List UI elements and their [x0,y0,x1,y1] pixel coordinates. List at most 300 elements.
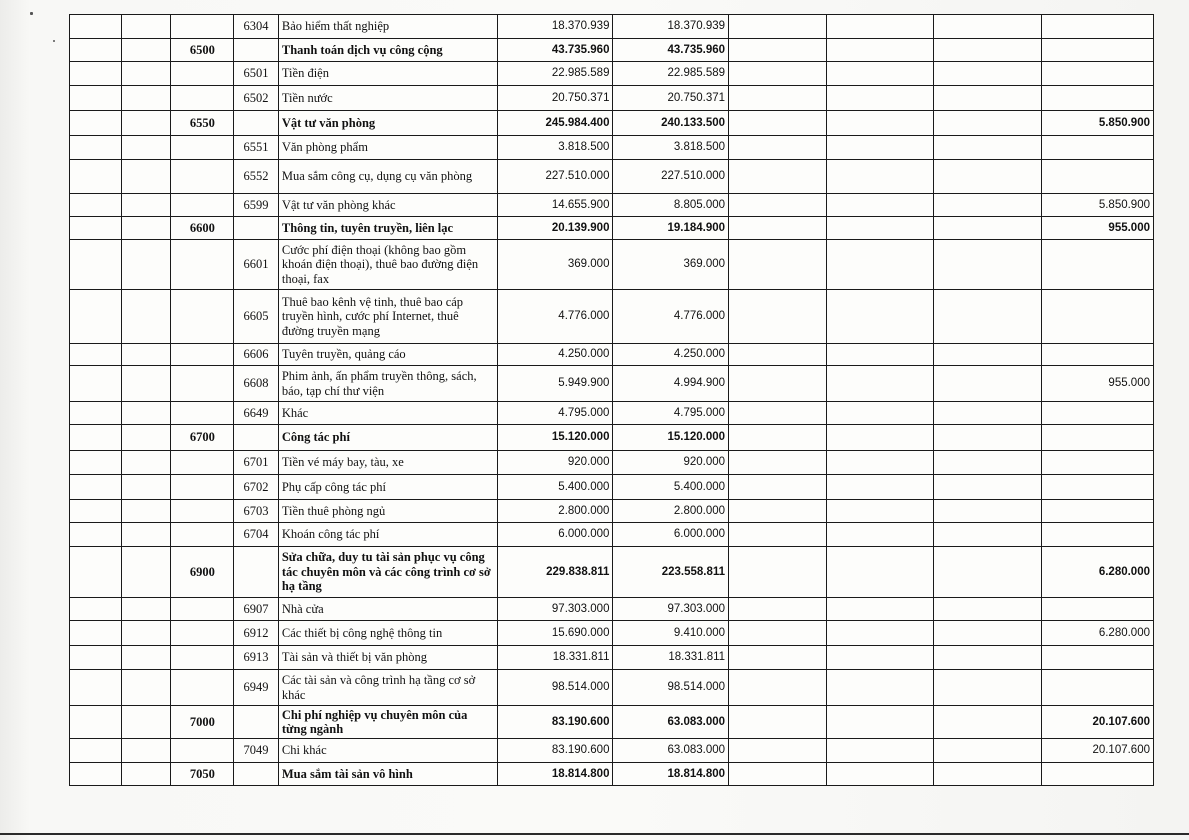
group-code-cell [171,160,234,194]
empty-cell [933,402,1042,425]
empty-cell [729,136,827,160]
group-code-cell: 7000 [171,706,234,739]
item-code-cell: 6606 [234,344,279,366]
description-cell: Bảo hiểm thất nghiệp [278,15,497,39]
description-cell: Chi khác [278,739,497,763]
item-code-cell: 6702 [234,475,279,500]
empty-cell [933,86,1042,111]
empty-cell [121,621,171,646]
empty-cell [729,366,827,402]
empty-cell [121,500,171,523]
empty-cell [70,39,122,62]
group-code-cell [171,344,234,366]
empty-cell [70,15,122,39]
item-code-cell: 6704 [234,523,279,547]
empty-cell [70,547,122,598]
amount-cell: 98.514.000 [613,670,729,706]
item-code-cell: 6907 [234,598,279,621]
empty-cell [827,451,933,475]
empty-cell [827,763,933,786]
description-cell: Thanh toán dịch vụ công cộng [278,39,497,62]
item-code-cell [234,425,279,451]
amount-cell: 22.985.589 [613,62,729,86]
empty-cell [121,451,171,475]
table-row [70,598,1154,621]
empty-cell [933,62,1042,86]
empty-cell [729,425,827,451]
amount-total-cell: 83.190.600 [497,706,613,739]
empty-cell [121,763,171,786]
empty-cell [70,670,122,706]
amount-other-cell [1042,670,1154,706]
group-code-cell [171,194,234,217]
group-code-cell: 6900 [171,547,234,598]
empty-cell [729,62,827,86]
empty-cell [729,160,827,194]
amount-total-cell: 4.795.000 [497,402,613,425]
empty-cell [121,39,171,62]
group-code-cell [171,15,234,39]
empty-cell [729,217,827,240]
description-cell: Tiền nước [278,86,497,111]
amount-other-cell: 955.000 [1042,366,1154,402]
empty-cell [933,451,1042,475]
table-row [70,194,1154,217]
amount-cell: 4.250.000 [613,344,729,366]
empty-cell [70,706,122,739]
empty-cell [827,621,933,646]
description-cell: Sửa chữa, duy tu tài sản phục vụ công tác chuyên môn và các công trình cơ sở hạ tầng [278,547,497,598]
amount-other-cell [1042,39,1154,62]
table-row [70,160,1154,194]
empty-cell [70,598,122,621]
empty-cell [729,15,827,39]
description-cell: Tài sản và thiết bị văn phòng [278,646,497,670]
empty-cell [933,217,1042,240]
amount-total-cell: 920.000 [497,451,613,475]
empty-cell [121,160,171,194]
empty-cell [121,240,171,290]
empty-cell [933,621,1042,646]
empty-cell [729,598,827,621]
table-row [70,475,1154,500]
description-cell: Các tài sản và công trình hạ tầng cơ sở khác [278,670,497,706]
amount-other-cell [1042,15,1154,39]
empty-cell [729,39,827,62]
description-cell: Khoán công tác phí [278,523,497,547]
empty-cell [729,523,827,547]
description-cell: Chi phí nghiệp vụ chuyên môn của từng ngành [278,706,497,739]
amount-total-cell: 20.139.900 [497,217,613,240]
item-code-cell: 6601 [234,240,279,290]
empty-cell [827,547,933,598]
empty-cell [933,500,1042,523]
amount-cell: 63.083.000 [613,739,729,763]
empty-cell [121,475,171,500]
amount-cell: 18.814.800 [613,763,729,786]
empty-cell [933,763,1042,786]
empty-cell [933,136,1042,160]
empty-cell [933,547,1042,598]
group-code-cell [171,598,234,621]
empty-cell [827,240,933,290]
amount-total-cell: 5.400.000 [497,475,613,500]
amount-total-cell: 18.814.800 [497,763,613,786]
amount-total-cell: 43.735.960 [497,39,613,62]
empty-cell [70,739,122,763]
description-cell: Tiền thuê phòng ngủ [278,500,497,523]
amount-other-cell: 5.850.900 [1042,194,1154,217]
empty-cell [70,451,122,475]
table-row [70,523,1154,547]
item-code-cell: 7049 [234,739,279,763]
amount-other-cell [1042,500,1154,523]
empty-cell [70,344,122,366]
table-group-row [70,763,1154,786]
item-code-cell: 6913 [234,646,279,670]
empty-cell [121,217,171,240]
item-code-cell: 6912 [234,621,279,646]
table-group-row [70,425,1154,451]
description-cell: Văn phòng phẩm [278,136,497,160]
empty-cell [121,136,171,160]
empty-cell [70,621,122,646]
item-code-cell: 6599 [234,194,279,217]
group-code-cell [171,500,234,523]
empty-cell [70,217,122,240]
amount-total-cell: 22.985.589 [497,62,613,86]
item-code-cell: 6552 [234,160,279,194]
amount-total-cell: 3.818.500 [497,136,613,160]
table-row [70,344,1154,366]
empty-cell [121,62,171,86]
table-row [70,500,1154,523]
group-code-cell [171,475,234,500]
table-row [70,136,1154,160]
amount-other-cell: 5.850.900 [1042,111,1154,136]
empty-cell [121,706,171,739]
item-code-cell [234,706,279,739]
empty-cell [121,547,171,598]
empty-cell [70,111,122,136]
empty-cell [827,739,933,763]
empty-cell [121,425,171,451]
empty-cell [827,646,933,670]
empty-cell [729,670,827,706]
empty-cell [121,739,171,763]
table-row [70,646,1154,670]
empty-cell [121,344,171,366]
table-row [70,451,1154,475]
table-row [70,15,1154,39]
item-code-cell: 6304 [234,15,279,39]
amount-other-cell: 955.000 [1042,217,1154,240]
amount-other-cell: 20.107.600 [1042,706,1154,739]
empty-cell [729,706,827,739]
amount-total-cell: 245.984.400 [497,111,613,136]
empty-cell [827,217,933,240]
empty-cell [729,500,827,523]
amount-cell: 18.370.939 [613,15,729,39]
empty-cell [827,475,933,500]
amount-cell: 4.994.900 [613,366,729,402]
empty-cell [827,670,933,706]
empty-cell [729,621,827,646]
amount-other-cell [1042,290,1154,344]
empty-cell [70,475,122,500]
empty-cell [933,523,1042,547]
empty-cell [933,475,1042,500]
amount-other-cell [1042,240,1154,290]
scan-speck [30,12,33,15]
amount-cell: 240.133.500 [613,111,729,136]
amount-total-cell: 20.750.371 [497,86,613,111]
table-group-row [70,39,1154,62]
amount-cell: 4.776.000 [613,290,729,344]
item-code-cell [234,111,279,136]
group-code-cell [171,62,234,86]
amount-total-cell: 6.000.000 [497,523,613,547]
item-code-cell [234,217,279,240]
empty-cell [121,366,171,402]
empty-cell [933,15,1042,39]
description-cell: Vật tư văn phòng khác [278,194,497,217]
empty-cell [827,500,933,523]
empty-cell [933,160,1042,194]
empty-cell [729,646,827,670]
amount-total-cell: 83.190.600 [497,739,613,763]
amount-total-cell: 18.331.811 [497,646,613,670]
group-code-cell [171,86,234,111]
group-code-cell: 6550 [171,111,234,136]
empty-cell [70,240,122,290]
table-row [70,670,1154,706]
item-code-cell [234,547,279,598]
amount-other-cell [1042,598,1154,621]
empty-cell [70,402,122,425]
amount-total-cell: 97.303.000 [497,598,613,621]
empty-cell [729,547,827,598]
amount-cell: 15.120.000 [613,425,729,451]
empty-cell [70,194,122,217]
empty-cell [70,86,122,111]
item-code-cell: 6649 [234,402,279,425]
empty-cell [827,15,933,39]
empty-cell [827,344,933,366]
item-code-cell: 6608 [234,366,279,402]
group-code-cell [171,451,234,475]
group-code-cell: 6600 [171,217,234,240]
description-cell: Tiền vé máy bay, tàu, xe [278,451,497,475]
empty-cell [729,111,827,136]
empty-cell [827,598,933,621]
empty-cell [933,290,1042,344]
amount-other-cell [1042,136,1154,160]
table-row [70,62,1154,86]
empty-cell [121,15,171,39]
empty-cell [121,194,171,217]
group-code-cell: 6500 [171,39,234,62]
amount-total-cell: 4.776.000 [497,290,613,344]
empty-cell [933,344,1042,366]
amount-cell: 20.750.371 [613,86,729,111]
amount-cell: 19.184.900 [613,217,729,240]
empty-cell [729,290,827,344]
amount-cell: 6.000.000 [613,523,729,547]
item-code-cell: 6701 [234,451,279,475]
empty-cell [827,706,933,739]
page-bottom-edge [0,833,1189,835]
empty-cell [827,366,933,402]
amount-total-cell: 14.655.900 [497,194,613,217]
empty-cell [933,670,1042,706]
table-row [70,621,1154,646]
description-cell: Mua sắm tài sản vô hình [278,763,497,786]
amount-total-cell: 229.838.811 [497,547,613,598]
empty-cell [70,136,122,160]
description-cell: Nhà cửa [278,598,497,621]
empty-cell [729,475,827,500]
amount-other-cell [1042,425,1154,451]
empty-cell [70,425,122,451]
group-code-cell [171,621,234,646]
group-code-cell [171,402,234,425]
empty-cell [933,366,1042,402]
amount-other-cell [1042,402,1154,425]
amount-other-cell [1042,475,1154,500]
amount-total-cell: 15.120.000 [497,425,613,451]
empty-cell [121,598,171,621]
empty-cell [827,136,933,160]
item-code-cell [234,39,279,62]
amount-cell: 9.410.000 [613,621,729,646]
empty-cell [827,194,933,217]
amount-total-cell: 2.800.000 [497,500,613,523]
amount-cell: 227.510.000 [613,160,729,194]
description-cell: Các thiết bị công nghệ thông tin [278,621,497,646]
amount-total-cell: 227.510.000 [497,160,613,194]
empty-cell [70,290,122,344]
empty-cell [729,194,827,217]
empty-cell [121,290,171,344]
amount-cell: 2.800.000 [613,500,729,523]
budget-table-body [70,15,1154,786]
empty-cell [933,598,1042,621]
group-code-cell [171,523,234,547]
empty-cell [827,523,933,547]
description-cell: Tuyên truyền, quảng cáo [278,344,497,366]
amount-cell: 3.818.500 [613,136,729,160]
description-cell: Phim ảnh, ấn phẩm truyền thông, sách, báo, tạp chí thư viện [278,366,497,402]
empty-cell [70,763,122,786]
amount-total-cell: 18.370.939 [497,15,613,39]
group-code-cell [171,739,234,763]
amount-total-cell: 369.000 [497,240,613,290]
amount-other-cell [1042,62,1154,86]
table-row [70,240,1154,290]
empty-cell [827,86,933,111]
empty-cell [827,62,933,86]
empty-cell [933,194,1042,217]
empty-cell [827,290,933,344]
group-code-cell: 7050 [171,763,234,786]
description-cell: Cước phí điện thoại (không bao gồm khoán điện thoại), thuê bao đường điện thoại, fax [278,240,497,290]
description-cell: Mua sắm công cụ, dụng cụ văn phòng [278,160,497,194]
amount-other-cell [1042,86,1154,111]
empty-cell [70,160,122,194]
description-cell: Phụ cấp công tác phí [278,475,497,500]
empty-cell [121,670,171,706]
amount-total-cell: 4.250.000 [497,344,613,366]
table-group-row [70,547,1154,598]
amount-other-cell [1042,160,1154,194]
item-code-cell: 6703 [234,500,279,523]
item-code-cell: 6501 [234,62,279,86]
item-code-cell [234,763,279,786]
amount-other-cell [1042,646,1154,670]
description-cell: Tiền điện [278,62,497,86]
table-group-row [70,111,1154,136]
amount-cell: 63.083.000 [613,706,729,739]
item-code-cell: 6949 [234,670,279,706]
empty-cell [933,39,1042,62]
empty-cell [933,240,1042,290]
empty-cell [70,62,122,86]
amount-other-cell: 6.280.000 [1042,621,1154,646]
empty-cell [827,160,933,194]
amount-cell: 5.400.000 [613,475,729,500]
description-cell: Khác [278,402,497,425]
amount-cell: 43.735.960 [613,39,729,62]
empty-cell [121,646,171,670]
amount-total-cell: 15.690.000 [497,621,613,646]
empty-cell [70,366,122,402]
amount-total-cell: 98.514.000 [497,670,613,706]
empty-cell [933,111,1042,136]
empty-cell [121,111,171,136]
group-code-cell [171,670,234,706]
empty-cell [729,240,827,290]
item-code-cell: 6551 [234,136,279,160]
empty-cell [827,425,933,451]
table-group-row [70,217,1154,240]
group-code-cell [171,366,234,402]
empty-cell [729,739,827,763]
amount-other-cell: 6.280.000 [1042,547,1154,598]
amount-cell: 4.795.000 [613,402,729,425]
table-row [70,86,1154,111]
group-code-cell [171,646,234,670]
empty-cell [827,402,933,425]
description-cell: Vật tư văn phòng [278,111,497,136]
amount-cell: 920.000 [613,451,729,475]
table-row [70,366,1154,402]
group-code-cell [171,240,234,290]
table-row [70,739,1154,763]
description-cell: Thuê bao kênh vệ tinh, thuê bao cáp truyền hình, cước phí Internet, thuê đường truyền mạng [278,290,497,344]
empty-cell [70,500,122,523]
amount-cell: 18.331.811 [613,646,729,670]
empty-cell [729,763,827,786]
amount-cell: 223.558.811 [613,547,729,598]
table-row [70,402,1154,425]
empty-cell [729,86,827,111]
item-code-cell: 6502 [234,86,279,111]
table-row [70,290,1154,344]
group-code-cell [171,290,234,344]
amount-cell: 97.303.000 [613,598,729,621]
empty-cell [933,646,1042,670]
